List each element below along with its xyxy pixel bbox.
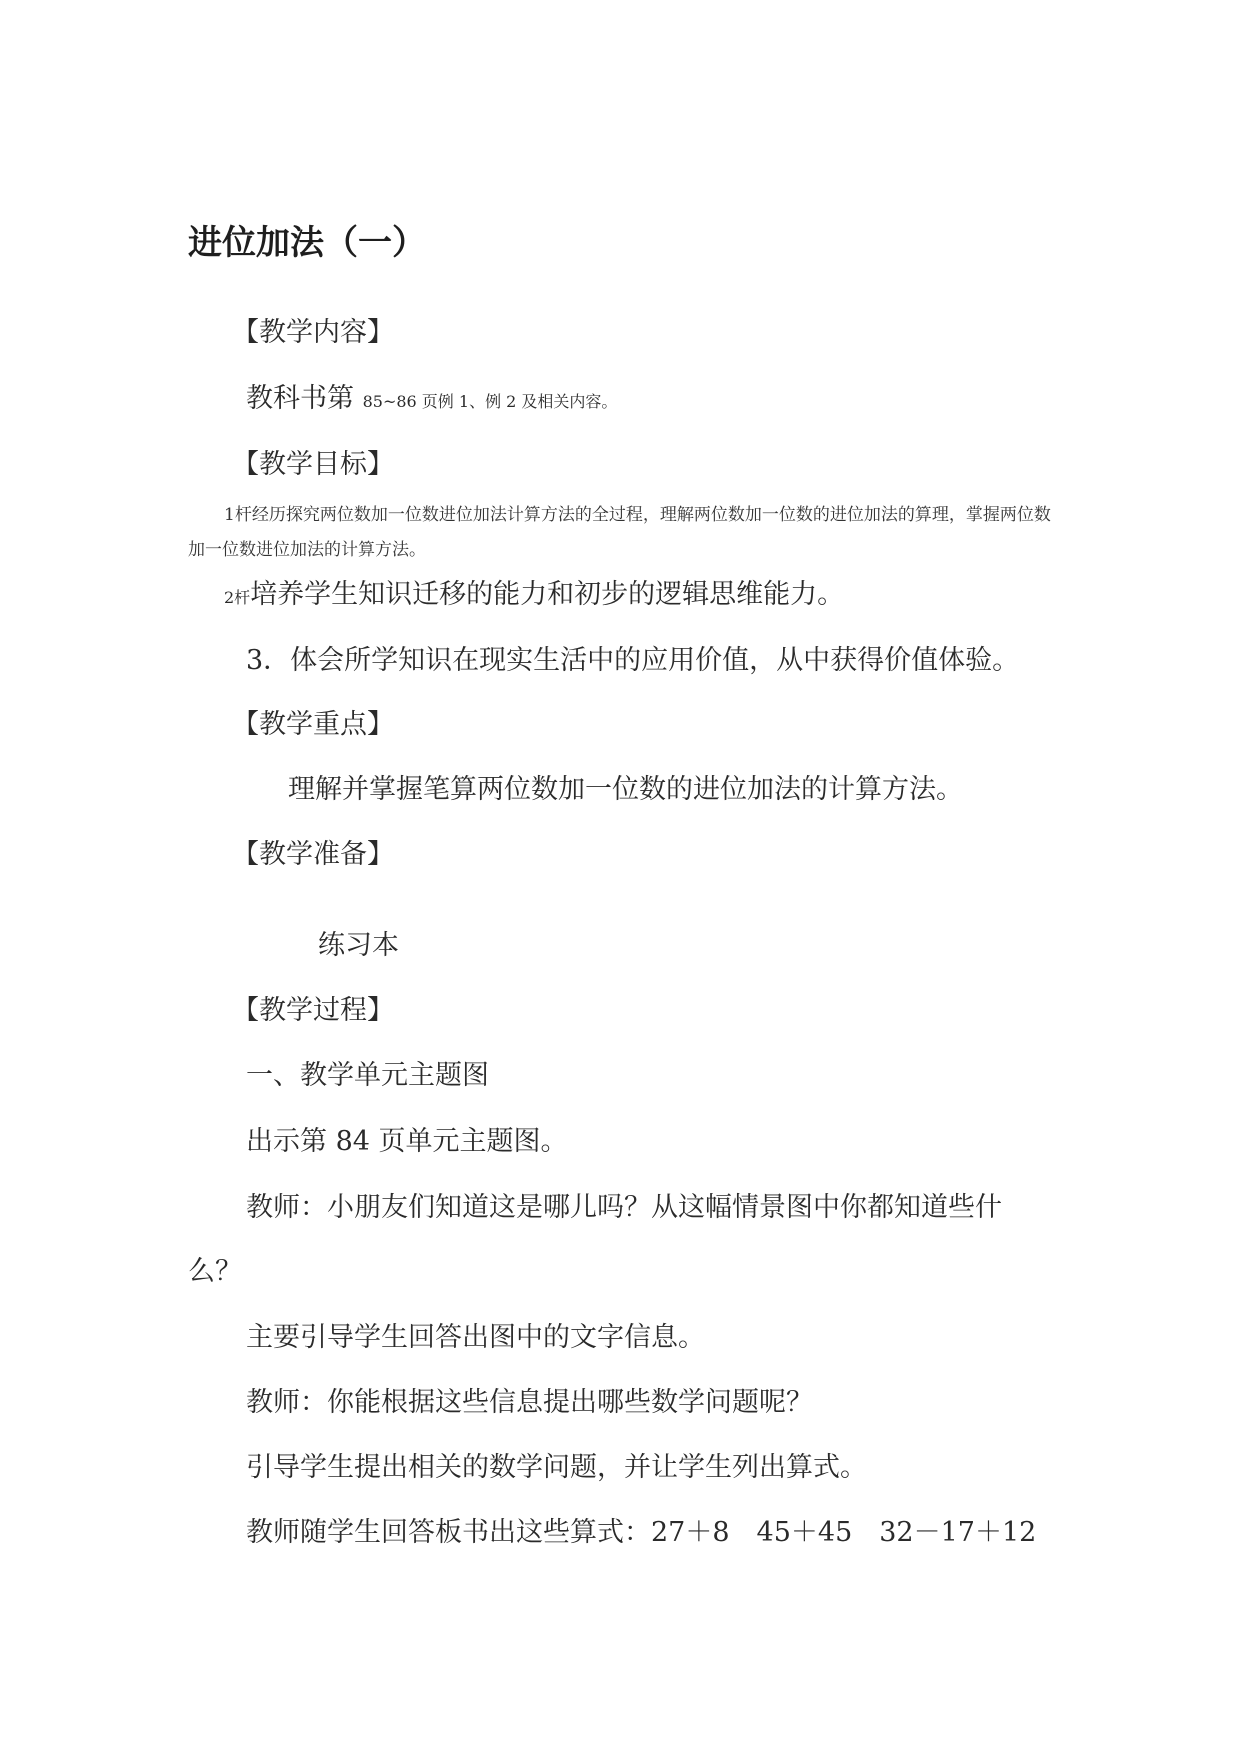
heading-teaching-goals: 【教学目标】 xyxy=(232,449,394,480)
heading-teaching-content: 【教学内容】 xyxy=(232,317,394,348)
goal-2-text: 培养学生知识迁移的能力和初步的逻辑思维能力。 xyxy=(250,579,845,610)
teaching-focus-text: 理解并掌握笔算两位数加一位数的进位加法的计算方法。 xyxy=(288,774,963,805)
heading-teaching-prep: 【教学准备】 xyxy=(232,839,394,870)
goal-2 xyxy=(224,578,844,612)
process-item-5: 教师：你能根据这些信息提出哪些数学问题呢？ xyxy=(246,1387,813,1418)
document-title: 进位加法（一） xyxy=(188,223,426,263)
teaching-prep-text: 练习本 xyxy=(318,930,399,961)
heading-teaching-process: 【教学过程】 xyxy=(232,995,394,1026)
process-item-2: 出示第 84 页单元主题图。 xyxy=(246,1126,568,1157)
process-item-6: 引导学生提出相关的数学问题，并让学生列出算式。 xyxy=(246,1452,867,1483)
goal-3: 3．体会所学知识在现实生活中的应用价值，从中获得价值体验。 xyxy=(246,645,1020,676)
process-item-7: 教师随学生回答板书出这些算式：27＋8 45＋45 32－17＋12 xyxy=(246,1517,1037,1548)
teaching-content-pages: 85~86 页例 1、例 2 及相关内容。 xyxy=(362,392,618,411)
process-item-4: 主要引导学生回答出图中的文字信息。 xyxy=(246,1322,705,1353)
teaching-content-main: 教科书第 xyxy=(246,383,354,414)
goal-2-number: 2杆 xyxy=(224,588,251,607)
process-item-3-cont: 么？ xyxy=(188,1256,242,1287)
process-item-1: 一、教学单元主题图 xyxy=(246,1060,489,1091)
teaching-content-text xyxy=(246,382,617,419)
goal-1: 1杆经历探究两位数加一位数进位加法计算方法的全过程，理解两位数加一位数的进位加法的算理，掌握两位数加一位数进位加法的计算方法。 xyxy=(188,505,1051,560)
heading-teaching-focus: 【教学重点】 xyxy=(232,709,394,740)
process-item-3: 教师：小朋友们知道这是哪儿吗？从这幅情景图中你都知道些什 xyxy=(246,1192,1002,1223)
